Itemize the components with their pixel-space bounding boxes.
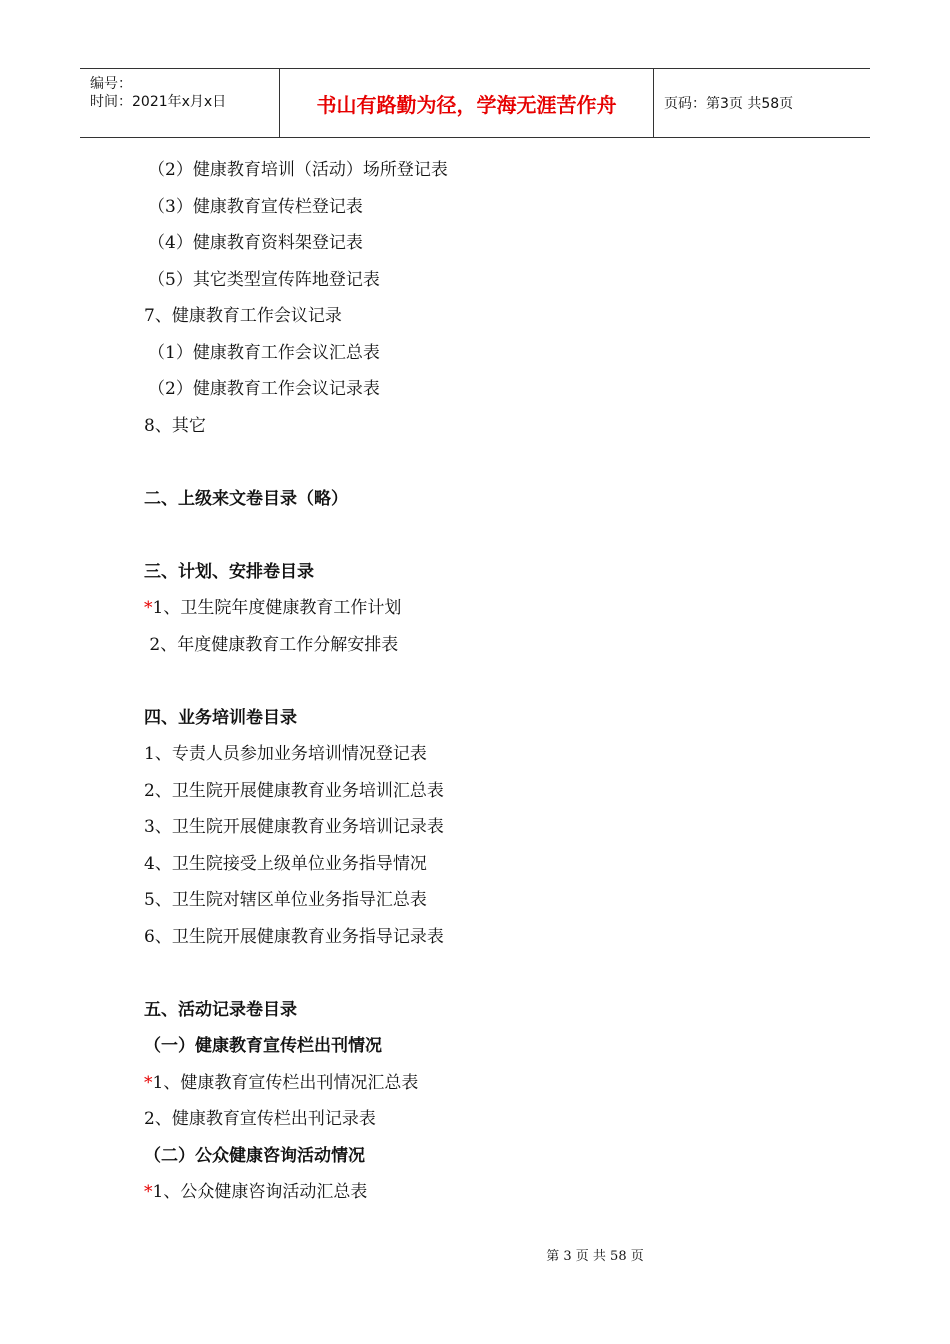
document-body [144, 152, 844, 1211]
list-item: 6、卫生院开展健康教育业务指导记录表 [144, 926, 444, 947]
list-item: 1、专责人员参加业务培训情况登记表 [144, 744, 427, 764]
required-star: * [144, 1072, 153, 1093]
list-item: （5）其它类型宣传阵地登记表 [148, 269, 380, 290]
subsection-heading: （二）公众健康咨询活动情况 [144, 1145, 365, 1166]
spacer [144, 955, 844, 992]
page-header [80, 68, 870, 138]
motto: 书山有路勤为径，学海无涯苦作舟 [280, 69, 654, 137]
list-item: 2、卫生院开展健康教育业务培训汇总表 [144, 780, 444, 801]
required-star: * [144, 598, 153, 618]
required-star: * [144, 1182, 153, 1202]
spacer [144, 517, 844, 554]
section-heading: 三、计划、安排卷目录 [144, 561, 314, 582]
time-label: 时间：2021年x月x日 [90, 94, 227, 110]
page-label: 页码：第3页 共58页 [664, 96, 794, 112]
list-item-label: 1、卫生院年度健康教育工作计划 [152, 598, 402, 618]
list-item: 5、卫生院对辖区单位业务指导汇总表 [144, 890, 427, 910]
page-footer: 第 3 页 共 58 页 [546, 1249, 644, 1264]
list-item: （1）健康教育工作会议汇总表 [148, 342, 380, 363]
list-item: 3、卫生院开展健康教育业务培训记录表 [144, 817, 444, 837]
list-item: （2）健康教育培训（活动）场所登记表 [148, 160, 448, 180]
list-item: 7、健康教育工作会议记录 [144, 306, 342, 326]
list-item: （4）健康教育资料架登记表 [148, 233, 363, 253]
list-item: 2、健康教育宣传栏出刊记录表 [144, 1109, 376, 1129]
list-item-label: 1、健康教育宣传栏出刊情况汇总表 [152, 1072, 419, 1093]
subsection-heading: （一）健康教育宣传栏出刊情况 [144, 1036, 382, 1056]
number-label: 编号： [90, 76, 132, 92]
list-item [144, 1174, 844, 1211]
header-meta [80, 69, 280, 137]
spacer [144, 663, 844, 700]
section-heading: 五、活动记录卷目录 [144, 999, 297, 1020]
list-item [144, 590, 844, 627]
list-item [144, 1065, 844, 1102]
spacer [144, 444, 844, 481]
list-item: 8、其它 [144, 415, 206, 436]
list-item: 2、年度健康教育工作分解安排表 [144, 634, 399, 655]
list-item: （3）健康教育宣传栏登记表 [148, 196, 363, 217]
list-item: 4、卫生院接受上级单位业务指导情况 [144, 853, 427, 874]
section-heading: 二、上级来文卷目录（略） [144, 488, 348, 509]
section-heading: 四、业务培训卷目录 [144, 707, 297, 728]
list-item: （2）健康教育工作会议记录表 [148, 379, 380, 399]
list-item-label: 1、公众健康咨询活动汇总表 [152, 1182, 368, 1202]
